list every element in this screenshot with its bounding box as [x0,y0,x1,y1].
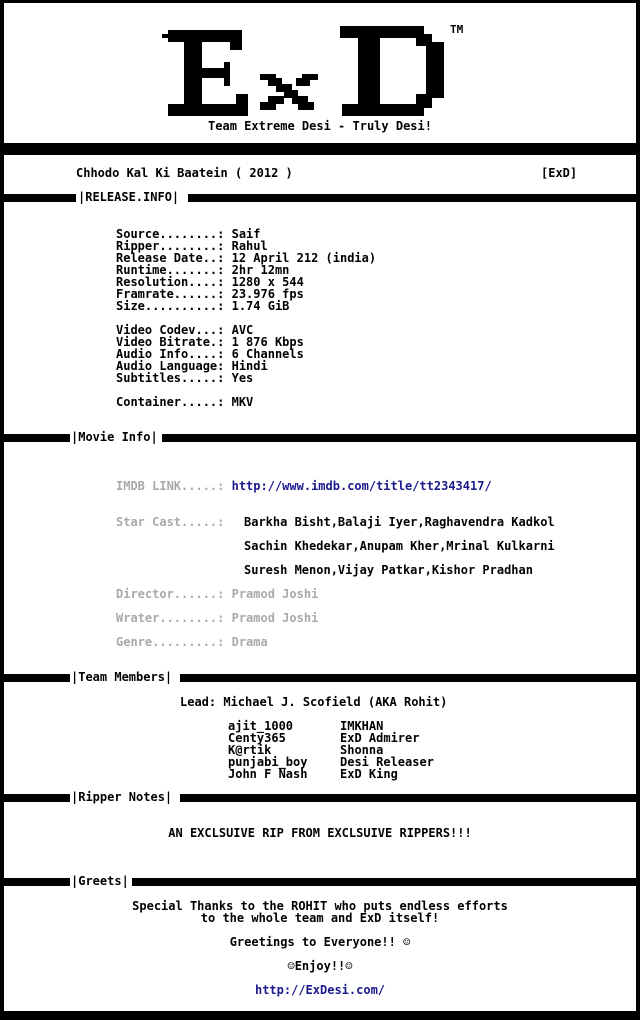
section-title: |Team Members| [71,670,173,684]
greets-enjoy: ☺Enjoy!!☺ [287,959,353,973]
cast-line-1: Barkha Bisht,Balaji Iyer,Raghavendra Kadkol [244,515,555,529]
tagline: Team Extreme Desi - Truly Desi! [208,119,432,133]
info-subtitles: Subtitles.....: Yes [116,371,254,385]
cast-line-2: Sachin Khedekar,Anupam Kher,Mrinal Kulkarni [244,539,555,553]
section-title: |Ripper Notes| [71,790,173,804]
section-title: |Movie Info| [71,430,158,444]
team-member: IMKHAN [340,719,384,733]
greets-line-1: Special Thanks to the ROHIT who puts endless efforts [132,899,508,913]
info-resolution: Resolution....: 1280 x 544 [116,275,304,289]
info-source: Source........: Saif [116,227,261,241]
imdb-label: IMDB LINK.....: [116,479,232,493]
info-video-codec: Video Codev...: AVC [116,323,254,337]
imdb-row [116,480,492,492]
section-title: |RELEASE.INFO| [78,190,180,204]
star-cast-label: Star Cast.....: [116,515,232,529]
section-header-ripper-notes [4,791,636,804]
top-border [4,0,636,3]
team-member: Shonna [340,743,384,757]
greets-greeting: Greetings to Everyone!! ☺ [229,935,411,949]
trademark-mark: TM [450,23,464,36]
info-genre: Genre.........: Drama [116,635,268,649]
team-member: ExD King [340,767,398,781]
info-release-date: Release Date..: 12 April 212 (india) [116,251,377,265]
info-writer: Wrater........: Pramod Joshi [116,611,319,625]
ripper-notes-text: AN EXCLSUIVE RIP FROM EXCLSUIVE RIPPERS!!! [168,826,472,840]
greets-line-2: to the whole team and ExD itself! [200,911,440,925]
section-header-movie-info [4,431,636,444]
team-lead: Lead: Michael J. Scofield (AKA Rohit) [180,695,448,709]
info-container: Container.....: MKV [116,395,254,409]
info-ripper: Ripper........: Rahul [116,239,268,253]
info-runtime: Runtime.......: 2hr 12mn [116,263,290,277]
team-member: K@rtik [228,743,272,757]
cast-line-3: Suresh Menon,Vijay Patkar,Kishor Pradhan [244,563,533,577]
team-member: Desi Releaser [340,755,434,769]
site-link[interactable]: http://ExDesi.com/ [254,983,386,997]
section-header-team-members [4,671,636,684]
exd-logo [162,22,452,118]
group-tag: [ExD] [541,166,578,180]
imdb-link[interactable]: http://www.imdb.com/title/tt2343417/ [231,479,492,493]
info-video-bitrate: Video Bitrate.: 1 876 Kbps [116,335,304,349]
team-member: Centy365 [228,731,286,745]
section-header-greets [4,875,636,888]
team-member: ExD Admirer [340,731,420,745]
info-framerate: Framrate......: 23.976 fps [116,287,304,301]
info-audio-info: Audio Info....: 6 Channels [116,347,304,361]
team-member: punjabi_boy [228,755,308,769]
section-header-release-info [4,191,636,204]
info-size: Size..........: 1.74 GiB [116,299,290,313]
section-title: |Greets| [71,874,129,888]
info-audio-language: Audio Language: Hindi [116,359,268,373]
team-member: ajit_1000 [228,719,294,733]
divider-bar [4,143,636,155]
movie-title: Chhodo Kal Ki Baatein ( 2012 ) [76,166,293,180]
team-member: John F Nash [228,767,308,781]
bottom-border [4,1011,636,1020]
info-director: Director......: Pramod Joshi [116,587,319,601]
